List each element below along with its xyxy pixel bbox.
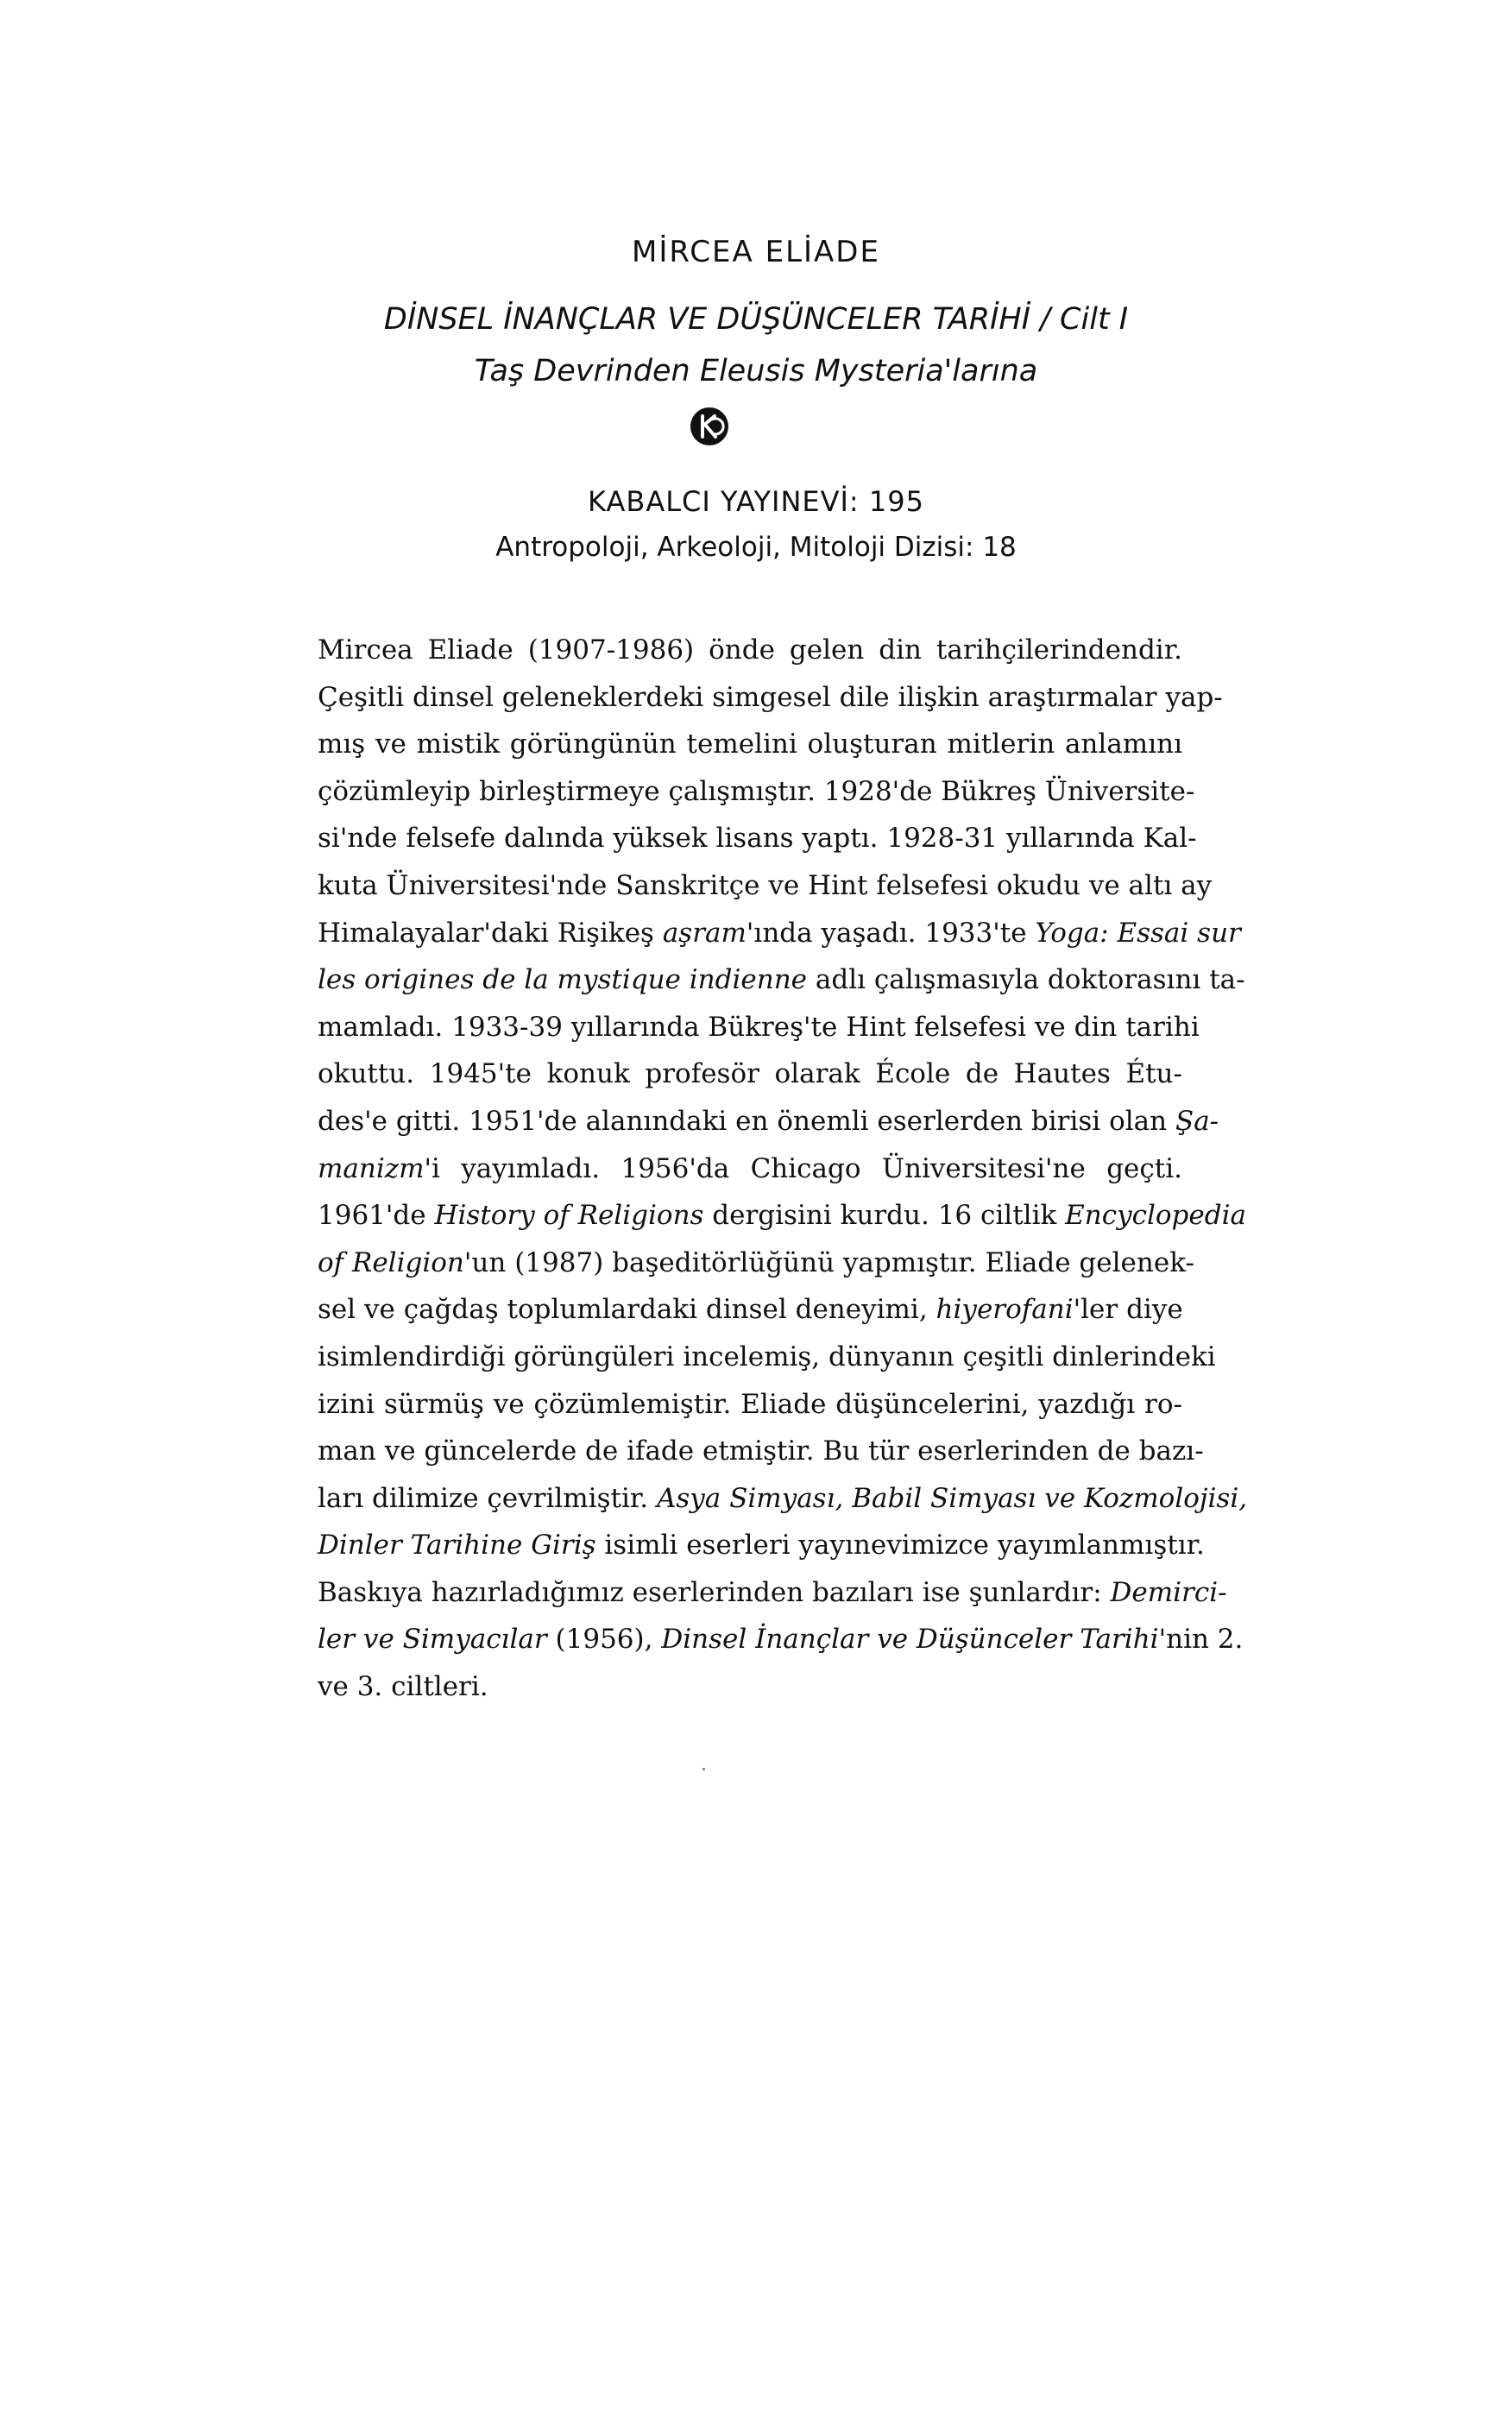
- bio-line: Mircea Eliade (1907-1986) önde gelen din tarihçilerindendir.: [318, 634, 1182, 666]
- bio-line: 1961'de History of Religions dergisini kurdu. 16 ciltlik Encyclopedia: [318, 1200, 1246, 1232]
- bio-line: ve 3. ciltleri.: [318, 1671, 488, 1703]
- bio-line: manizm'i yayımladı. 1956'da Chicago Üniversitesi'ne geçti.: [318, 1152, 1182, 1184]
- series-line: Antropoloji, Arkeoloji, Mitoloji Dizisi: 18: [495, 532, 1017, 563]
- bio-line: sel ve çağdaş toplumlardaki dinsel deneyimi, hiyerofani'ler diye: [318, 1294, 1183, 1326]
- kabalci-k-logo-icon: [689, 406, 730, 447]
- bio-line: Baskıya hazırladığımız eserlerinden bazıları ise şunlardır: Demirci-: [318, 1576, 1227, 1608]
- book-subtitle: Taş Devrinden Eleusis Mysteria'larına: [474, 354, 1038, 388]
- publisher-line: KABALCI YAYINEVİ: 195: [588, 485, 924, 518]
- bio-line: si'nde felsefe dalında yüksek lisans yaptı. 1928-31 yıllarında Kal-: [318, 823, 1197, 855]
- bio-line: okuttu. 1945'te konuk profesör olarak École de Hautes Étu-: [318, 1058, 1182, 1090]
- bio-line: Dinler Tarihine Giriş isimli eserleri yayınevimizce yayımlanmıştır.: [318, 1530, 1205, 1562]
- bio-line: çözümleyip birleştirmeye çalışmıştır. 1928'de Bükreş Üniversite-: [318, 775, 1195, 807]
- bio-line: ları dilimize çevrilmiştir. Asya Simyası, Babil Simyası ve Kozmolojisi,: [318, 1482, 1248, 1514]
- book-title: DİNSEL İNANÇLAR VE DÜŞÜNCELER TARİHİ / Cilt I: [383, 302, 1129, 337]
- bio-line: mamladı. 1933-39 yıllarında Bükreş'te Hint felsefesi ve din tarihi: [318, 1011, 1200, 1043]
- bio-line: Çeşitli dinsel geleneklerdeki simgesel dile ilişkin araştırmalar yap-: [318, 681, 1223, 713]
- bio-line: mış ve mistik görüngünün temelini oluşturan mitlerin anlamını: [318, 729, 1182, 760]
- bio-line: isimlendirdiği görüngüleri incelemiş, dünyanın çeşitli dinlerindeki: [318, 1341, 1216, 1372]
- bio-line: man ve güncelerde de ifade etmiştir. Bu tür eserlerinden de bazı-: [318, 1435, 1204, 1467]
- bio-line: izini sürmüş ve çözümlemiştir. Eliade düşüncelerini, yazdığı ro-: [318, 1388, 1182, 1420]
- scan-speck: [702, 1768, 705, 1770]
- bio-line: des'e gitti. 1951'de alanındaki en önemli eserlerden birisi olan Şa-: [318, 1105, 1219, 1137]
- bio-line: kuta Üniversitesi'nde Sanskritçe ve Hint felsefesi okudu ve altı ay: [318, 869, 1213, 901]
- author-name: MİRCEA ELİADE: [632, 235, 880, 269]
- bio-line: of Religion'un (1987) başeditörlüğünü yapmıştır. Eliade gelenek-: [318, 1246, 1194, 1278]
- bio-line: les origines de la mystique indienne adlı çalışmasıyla doktorasını ta-: [318, 964, 1245, 996]
- bio-line: Himalayalar'daki Rişikeş aşram'ında yaşadı. 1933'te Yoga: Essai sur: [318, 917, 1241, 949]
- author-biography: [318, 627, 1248, 1711]
- bio-line: ler ve Simyacılar (1956), Dinsel İnançlar ve Düşünceler Tarihi'nin 2.: [318, 1624, 1244, 1656]
